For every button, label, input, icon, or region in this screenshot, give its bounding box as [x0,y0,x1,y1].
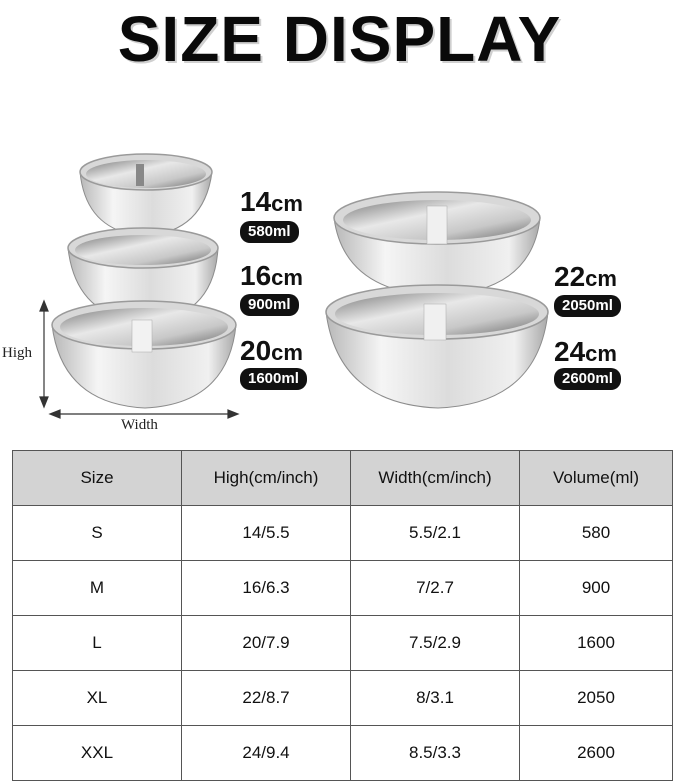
table-header-row [13,451,673,506]
table-row [13,616,673,671]
cell-high: 24/9.4 [182,726,351,781]
cell-width: 7/2.7 [351,561,520,616]
cell-width: 5.5/2.1 [351,506,520,561]
volume-pill-580: 580ml [240,221,299,243]
cell-width: 8/3.1 [351,671,520,726]
volume-pill-2600: 2600ml [554,368,621,390]
table-row [13,726,673,781]
bowl-22cm [334,192,540,296]
volume-pill-2050: 2050ml [554,295,621,317]
bowl-14cm [80,154,212,236]
table-row [13,671,673,726]
column-header-volume: Volume(ml) [520,451,673,506]
cell-size: XL [13,671,182,726]
volume-pill-1600: 1600ml [240,368,307,390]
bowl-24cm [326,285,548,408]
column-header-high: High(cm/inch) [182,451,351,506]
cell-volume: 2050 [520,671,673,726]
cell-high: 22/8.7 [182,671,351,726]
cell-volume: 900 [520,561,673,616]
page-title: SIZE DISPLAY [117,3,562,75]
cell-width: 7.5/2.9 [351,616,520,671]
cell-high: 16/6.3 [182,561,351,616]
table-row [13,561,673,616]
width-label: Width [121,417,158,433]
size-label-22: 22cm [554,261,617,292]
size-label-14: 14cm [240,186,303,217]
cell-width: 8.5/3.3 [351,726,520,781]
cell-volume: 580 [520,506,673,561]
size-label-20: 20cm [240,335,303,366]
cell-volume: 2600 [520,726,673,781]
cell-size: M [13,561,182,616]
cell-volume: 1600 [520,616,673,671]
cell-high: 14/5.5 [182,506,351,561]
height-arrow [40,301,48,407]
cell-size: L [13,616,182,671]
height-label: High [2,345,32,361]
cell-size: S [13,506,182,561]
column-header-size: Size [13,451,182,506]
size-label-16: 16cm [240,260,303,291]
cell-size: XXL [13,726,182,781]
cell-high: 20/7.9 [182,616,351,671]
size-table [12,450,673,781]
column-header-width: Width(cm/inch) [351,451,520,506]
volume-pill-900: 900ml [240,294,299,316]
bowl-20cm [52,301,236,408]
size-label-24: 24cm [554,336,617,367]
table-row [13,506,673,561]
